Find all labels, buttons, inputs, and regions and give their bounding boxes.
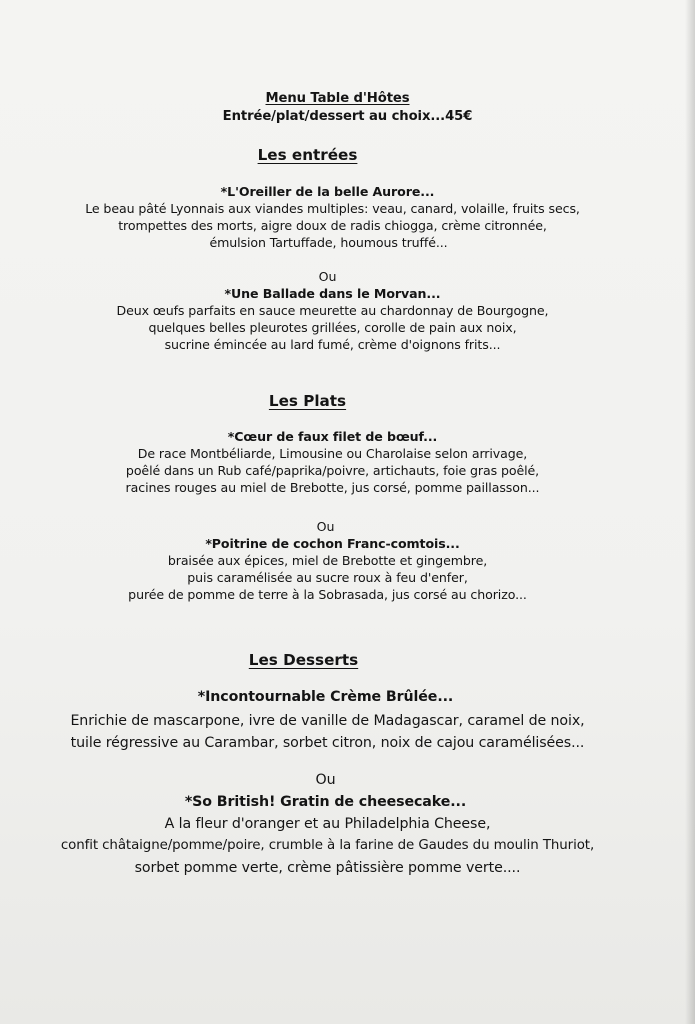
menu-subtitle: Entrée/plat/dessert au choix...45€ [222, 109, 473, 124]
menu-header [0, 90, 695, 125]
plat-dish-1 [0, 428, 695, 496]
dish-line: sucrine émincée au lard fumé, crème d'oignons frits... [164, 337, 501, 352]
dish-line: Deux œufs parfaits en sauce meurette au chardonnay de Bourgogne, [116, 303, 549, 318]
dish-line: puis caramélisée au sucre roux à feu d'enfer, [187, 570, 468, 585]
dish-line: quelques belles pleurotes grillées, corolle de pain aux noix, [148, 320, 517, 335]
dish-name: *L'Oreiller de la belle Aurore... [220, 184, 435, 199]
dish-name: *So British! Gratin de cheesecake... [184, 794, 467, 810]
entree-dish-1 [0, 183, 695, 251]
dish-line: sorbet pomme verte, crème pâtissière pomme verte.... [134, 860, 521, 876]
dish-name: *Poitrine de cochon Franc-comtois... [205, 536, 460, 551]
plat-dish-2 [0, 518, 695, 603]
or-separator: Ou [315, 772, 336, 788]
dish-line: émulsion Tartuffade, houmous truffé... [209, 235, 448, 250]
dish-line: trompettes des morts, aigre doux de radis chiogga, crème citronnée, [118, 218, 547, 233]
menu-title: Menu Table d'Hôtes [265, 91, 410, 106]
dish-line: purée de pomme de terre à la Sobrasada, jus corsé au chorizo... [128, 587, 527, 602]
dessert-dish-1 [0, 686, 695, 754]
section-heading-plats: Les Plats [268, 392, 347, 410]
dish-line: poêlé dans un Rub café/paprika/poivre, artichauts, foie gras poêlé, [125, 463, 540, 478]
dish-line: Enrichie de mascarpone, ivre de vanille de Madagascar, caramel de noix, [70, 713, 585, 729]
dish-name: *Une Ballade dans le Morvan... [224, 286, 441, 301]
or-separator: Ou [316, 519, 335, 534]
dish-line: braisée aux épices, miel de Brebotte et gingembre, [167, 553, 488, 568]
dish-name: *Incontournable Crème Brûlée... [197, 689, 454, 705]
dish-line: racines rouges au miel de Brebotte, jus corsé, pomme paillasson... [125, 480, 540, 495]
dish-line: tuile régressive au Carambar, sorbet citron, noix de cajou caramélisées... [70, 735, 585, 751]
dish-line: De race Montbéliarde, Limousine ou Charolaise selon arrivage, [137, 446, 528, 461]
or-separator: Ou [318, 269, 337, 284]
entree-dish-2 [0, 268, 695, 353]
dish-line: A la fleur d'oranger et au Philadelphia Cheese, [164, 816, 491, 832]
section-heading-desserts: Les Desserts [248, 651, 359, 669]
dish-name: *Cœur de faux filet de bœuf... [227, 429, 438, 444]
dish-line: confit châtaigne/pomme/poire, crumble à la farine de Gaudes du moulin Thuriot, [60, 838, 595, 853]
dessert-dish-2 [0, 769, 695, 879]
section-heading-entrees: Les entrées [257, 146, 358, 164]
dish-line: Le beau pâté Lyonnais aux viandes multiples: veau, canard, volaille, fruits secs, [85, 201, 580, 216]
